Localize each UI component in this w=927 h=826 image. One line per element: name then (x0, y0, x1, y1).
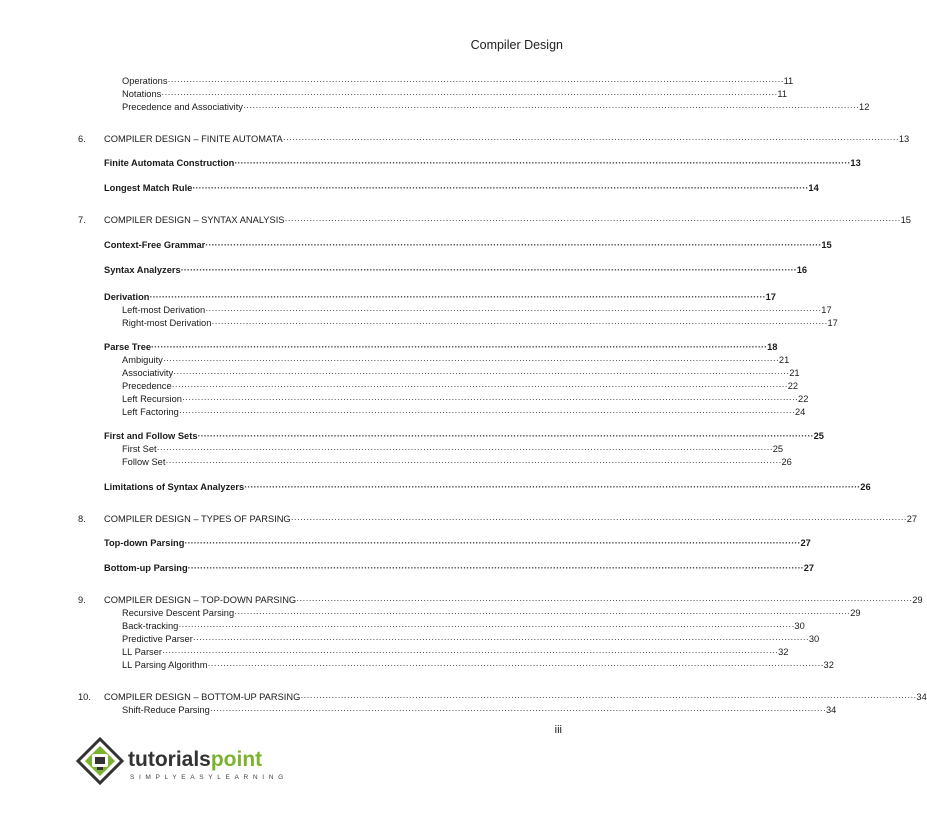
toc-subsection-entry[interactable] (122, 102, 870, 112)
toc-entry-label: Finite Automata Construction (104, 158, 235, 168)
toc-page-number: 34 (825, 705, 837, 715)
toc-chapter-entry[interactable] (78, 215, 911, 225)
toc-entry-label: Shift-Reduce Parsing (122, 705, 210, 715)
toc-subsection-entry[interactable] (122, 355, 790, 365)
toc-dot-leader (243, 102, 859, 112)
toc-chapter-number: 7. (78, 215, 86, 225)
toc-dot-leader (179, 407, 795, 417)
toc-page-number: 17 (765, 292, 776, 302)
toc-dot-leader (211, 318, 827, 328)
toc-entry-label: Back-tracking (122, 621, 179, 631)
toc-chapter-number: 6. (78, 134, 86, 144)
toc-entry-label: LL Parser (122, 647, 162, 657)
toc-entry-label: Associativity (122, 368, 174, 378)
toc-page-number: 22 (798, 394, 809, 404)
toc-dot-leader (244, 482, 860, 492)
toc-entry-label: Right-most Derivation (122, 318, 212, 328)
toc-entry-label: Follow Set (122, 457, 166, 467)
toc-dot-leader (284, 215, 900, 225)
toc-dot-leader (210, 705, 826, 715)
toc-subsection-entry[interactable] (122, 660, 834, 670)
toc-page-number: 22 (787, 381, 799, 391)
toc-page-number: 34 (916, 692, 927, 702)
toc-dot-leader (205, 240, 821, 250)
toc-page-number: 17 (827, 318, 838, 328)
toc-dot-leader (149, 292, 765, 302)
toc-subsection-entry[interactable] (122, 634, 820, 644)
running-header: Compiler Design (470, 38, 563, 52)
toc-page-number: 15 (821, 240, 832, 250)
toc-page-number: 11 (777, 89, 788, 99)
toc-page-number: 30 (808, 634, 820, 644)
toc-chapter-number: 8. (78, 514, 86, 524)
toc-entry-label: Predictive Parser (122, 634, 193, 644)
toc-dot-leader (207, 660, 823, 670)
toc-entry-label: COMPILER DESIGN – TOP-DOWN PARSING (104, 595, 297, 605)
toc-entry-label: Precedence (122, 381, 172, 391)
toc-page-number: 13 (850, 158, 861, 168)
toc-entry-label: Longest Match Rule (104, 183, 193, 193)
toc-dot-leader (283, 134, 899, 144)
toc-section-entry[interactable] (104, 292, 776, 302)
toc-page-number: 11 (783, 76, 794, 86)
toc-dot-leader (234, 158, 850, 168)
toc-chapter-entry[interactable] (78, 514, 918, 524)
toc-subsection-entry[interactable] (122, 305, 832, 315)
toc-dot-leader (173, 368, 789, 378)
toc-page-number: 21 (778, 355, 790, 365)
toc-page-number: 15 (900, 215, 911, 225)
toc-section-entry[interactable] (104, 538, 811, 548)
toc-page-number: 17 (821, 305, 832, 315)
toc-chapter-entry[interactable] (78, 595, 923, 605)
toc-page-number: 24 (794, 407, 806, 417)
toc-entry-label: COMPILER DESIGN – SYNTAX ANALYSIS (104, 215, 285, 225)
toc-page-number: 29 (912, 595, 923, 605)
toc-entry-label: Recursive Descent Parsing (122, 608, 235, 618)
toc-page-number: 29 (850, 608, 861, 618)
toc-section-entry[interactable] (104, 265, 808, 275)
toc-dot-leader (193, 634, 809, 644)
toc-entry-label: Derivation (104, 292, 150, 302)
toc-subsection-entry[interactable] (122, 705, 837, 715)
toc-entry-label: Bottom-up Parsing (104, 563, 188, 573)
toc-section-entry[interactable] (104, 563, 815, 573)
toc-entry-label: First and Follow Sets (104, 431, 198, 441)
toc-entry-label: LL Parsing Algorithm (122, 660, 208, 670)
toc-page-number: 30 (794, 621, 805, 631)
toc-dot-leader (184, 538, 800, 548)
toc-entry-label: Top-down Parsing (104, 538, 185, 548)
toc-dot-leader (291, 514, 907, 524)
toc-dot-leader (172, 381, 788, 391)
toc-dot-leader (182, 394, 798, 404)
toc-entry-label: Left Recursion (122, 394, 182, 404)
toc-subsection-entry[interactable] (122, 368, 800, 378)
toc-entry-label: COMPILER DESIGN – FINITE AUTOMATA (104, 134, 283, 144)
toc-dot-leader (188, 563, 804, 573)
toc-section-entry[interactable] (104, 240, 832, 250)
toc-chapter-number: 10. (78, 692, 91, 702)
toc-entry-label: COMPILER DESIGN – TYPES OF PARSING (104, 514, 291, 524)
toc-entry-label: COMPILER DESIGN – BOTTOM-UP PARSING (104, 692, 301, 702)
toc-subsection-entry[interactable] (122, 318, 838, 328)
toc-entry-label: Operations (122, 76, 168, 86)
toc-dot-leader (162, 647, 778, 657)
toc-subsection-entry[interactable] (122, 407, 806, 417)
toc-dot-leader (167, 76, 783, 86)
toc-page-number: 32 (778, 647, 789, 657)
page-number: iii (554, 724, 562, 736)
toc-entry-label: Ambiguity (122, 355, 163, 365)
toc-page-number: 27 (906, 514, 918, 524)
toc-dot-leader (192, 183, 808, 193)
toc-page-number: 26 (781, 457, 792, 467)
toc-page-number: 12 (859, 102, 870, 112)
toc-dot-leader (296, 595, 912, 605)
toc-section-entry[interactable] (104, 183, 819, 193)
toc-dot-leader (151, 342, 767, 352)
toc-page-number: 26 (860, 482, 871, 492)
toc-page-number: 27 (800, 538, 811, 548)
logo-emblem-icon (78, 739, 122, 783)
toc-subsection-entry[interactable] (122, 381, 799, 391)
toc-dot-leader (165, 457, 781, 467)
toc-dot-leader (157, 444, 773, 454)
toc-subsection-entry[interactable] (122, 457, 792, 467)
toc-section-entry[interactable] (104, 431, 824, 441)
toc-entry-label: Limitations of Syntax Analyzers (104, 482, 245, 492)
tutorialspoint-logo (72, 735, 288, 793)
toc-page-number: 14 (808, 183, 819, 193)
toc-section-entry[interactable] (104, 342, 778, 352)
toc-entry-label: Left-most Derivation (122, 305, 206, 315)
svg-text:SIMPLYEASYLEARNING: SIMPLYEASYLEARNING (130, 774, 288, 781)
toc-dot-leader (205, 305, 821, 315)
toc-chapter-entry[interactable] (78, 134, 910, 144)
toc-page-number: 25 (772, 444, 784, 454)
toc-page-number: 27 (803, 563, 815, 573)
toc-dot-leader (178, 621, 794, 631)
toc-subsection-entry[interactable] (122, 647, 789, 657)
toc-section-entry[interactable] (104, 482, 871, 492)
toc-entry-label: Parse Tree (104, 342, 152, 352)
toc-page-number: 32 (823, 660, 834, 670)
toc-entry-label: Notations (122, 89, 162, 99)
toc-page-number: 13 (898, 134, 910, 144)
toc-entry-label: Precedence and Associativity (122, 102, 243, 112)
toc-subsection-entry[interactable] (122, 394, 809, 404)
toc-section-entry[interactable] (104, 158, 861, 168)
toc-chapter-entry[interactable] (78, 692, 927, 702)
toc-dot-leader (163, 355, 779, 365)
toc-entry-label: First Set (122, 444, 157, 454)
toc-page-number: 25 (813, 431, 824, 441)
toc-page-number: 16 (796, 265, 808, 275)
toc-chapter-number: 9. (78, 595, 86, 605)
toc-entry-label: Left Factoring (122, 407, 179, 417)
toc-subsection-entry[interactable] (122, 76, 794, 86)
toc-page-number: 18 (767, 342, 778, 352)
toc-dot-leader (198, 431, 814, 441)
toc-dot-leader (161, 89, 777, 99)
toc-dot-leader (181, 265, 797, 275)
svg-text:tutorialspoint: tutorialspoint (128, 748, 263, 771)
toc-entry-label: Syntax Analyzers (104, 265, 181, 275)
toc-subsection-entry[interactable] (122, 444, 784, 454)
toc-subsection-entry[interactable] (122, 89, 788, 99)
toc-dot-leader (300, 692, 916, 702)
toc-entry-label: Context-Free Grammar (104, 240, 206, 250)
toc-subsection-entry[interactable] (122, 608, 861, 618)
toc-subsection-entry[interactable] (122, 621, 805, 631)
toc-page-number: 21 (789, 368, 800, 378)
toc-dot-leader (234, 608, 850, 618)
